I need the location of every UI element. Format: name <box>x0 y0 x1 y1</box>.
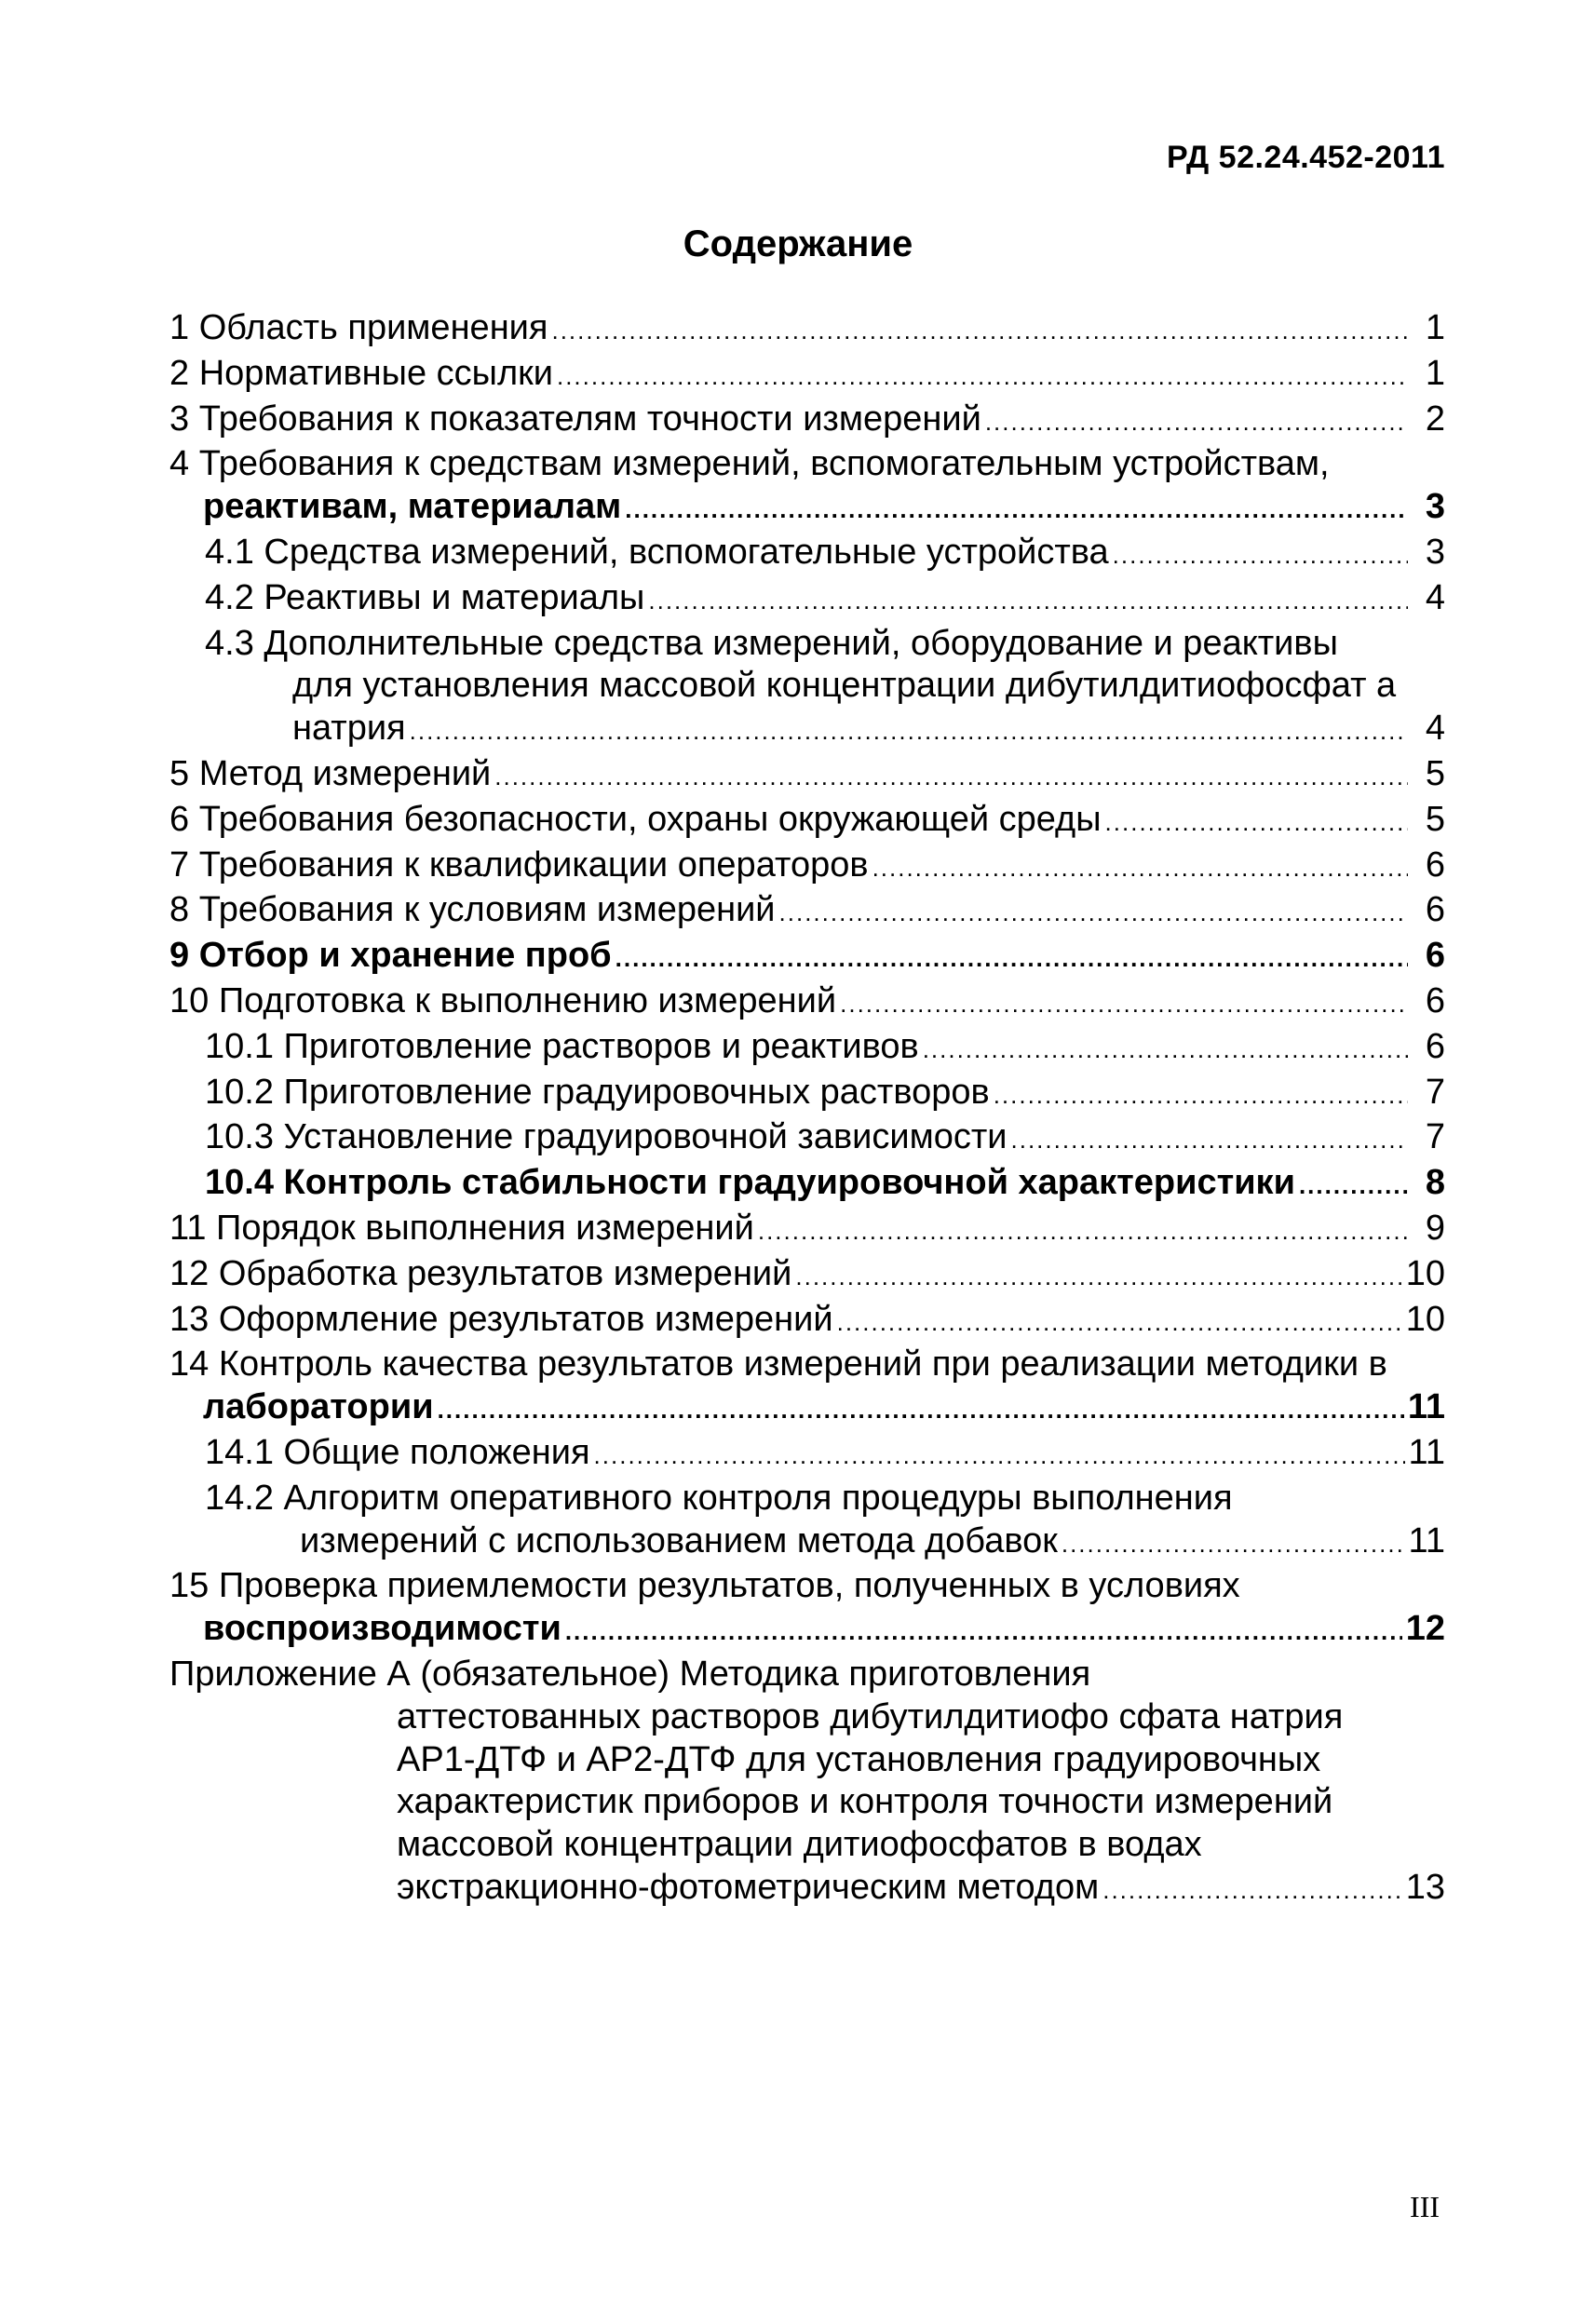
toc-entry-title: 4.1 Средства измерений, вспомогательные устройства <box>205 532 1109 572</box>
dot-leader <box>1113 534 1408 577</box>
toc-entry-page: 8 <box>1425 1163 1445 1203</box>
toc-entry[interactable] <box>169 1072 1445 1117</box>
toc-entry-title: 4 Требования к средствам измерений, вспомогательным устройствам, <box>169 444 1330 484</box>
toc-entry[interactable] <box>169 399 1445 444</box>
toc-entry-title: 7 Требования к квалификации операторов <box>169 844 869 885</box>
toc-entry[interactable] <box>169 1565 1445 1654</box>
toc-entry[interactable] <box>169 1654 1445 1912</box>
toc-entry-title: измерений с использованием метода добавок <box>300 1520 1058 1560</box>
toc-entry[interactable] <box>169 1432 1445 1478</box>
toc-entry-title: 10.2 Приготовление градуировочных растворов <box>205 1072 990 1112</box>
dot-leader <box>594 1435 1405 1478</box>
toc-entry-title: натрия <box>292 709 406 749</box>
toc-entry[interactable] <box>169 889 1445 935</box>
dot-leader <box>1102 1870 1401 1912</box>
toc-title: Содержание <box>683 223 913 264</box>
dot-leader <box>872 847 1408 890</box>
dot-leader <box>551 310 1408 353</box>
toc-entry-page: 1 <box>1425 353 1445 393</box>
dot-leader <box>1062 1523 1405 1566</box>
toc-entry-page: 3 <box>1425 487 1445 527</box>
dot-leader <box>795 1256 1401 1299</box>
toc-entry-page: 6 <box>1425 890 1445 930</box>
toc-entry-page: 5 <box>1425 799 1445 839</box>
dot-leader <box>1299 1165 1408 1208</box>
toc-entry[interactable] <box>169 1299 1445 1344</box>
table-of-contents <box>169 307 1445 1912</box>
toc-entry-title: 10.4 Контроль стабильности градуировочной характеристики <box>205 1163 1295 1203</box>
dot-leader <box>840 983 1408 1026</box>
toc-entry-page: 2 <box>1425 399 1445 439</box>
toc-entry-page: 12 <box>1405 1609 1445 1649</box>
dot-leader <box>565 1611 1402 1654</box>
toc-entry[interactable] <box>169 623 1445 753</box>
dot-leader <box>923 1029 1408 1072</box>
document-code: РД 52.24.452-2011 <box>1166 140 1445 175</box>
toc-entry-page: 7 <box>1425 1117 1445 1157</box>
dot-leader <box>625 489 1408 532</box>
dot-leader <box>985 401 1408 444</box>
toc-entry-title: 10.3 Установление градуировочной зависимости <box>205 1117 1008 1157</box>
dot-leader <box>557 356 1408 399</box>
toc-entry[interactable] <box>169 980 1445 1026</box>
dot-leader <box>494 756 1408 799</box>
dot-leader <box>438 1389 1404 1432</box>
toc-entry-title: АР1-ДТФ и АР2-ДТФ для установления градуировочных <box>397 1739 1321 1779</box>
toc-entry-page: 10 <box>1405 1299 1445 1339</box>
toc-entry[interactable] <box>169 1344 1445 1432</box>
toc-entry[interactable] <box>169 307 1445 353</box>
toc-entry-title: характеристик приборов и контроля точности измерений <box>397 1782 1333 1822</box>
toc-entry-page: 1 <box>1425 308 1445 347</box>
toc-entry[interactable] <box>169 353 1445 399</box>
toc-entry[interactable] <box>169 1026 1445 1072</box>
toc-entry-page: 11 <box>1408 1520 1445 1560</box>
toc-entry-title: 4.2 Реактивы и материалы <box>205 577 645 617</box>
toc-entry-page: 5 <box>1425 753 1445 793</box>
toc-entry-title: массовой концентрации дитиофосфатов в водах <box>397 1825 1202 1865</box>
toc-entry-title: 3 Требования к показателям точности измерений <box>169 399 981 439</box>
toc-entry[interactable] <box>169 799 1445 844</box>
toc-entry[interactable] <box>169 1162 1445 1208</box>
toc-entry-title: реактивам, материалам <box>203 487 622 527</box>
toc-entry[interactable] <box>169 443 1445 532</box>
toc-entry[interactable] <box>169 844 1445 890</box>
toc-entry-title: 5 Метод измерений <box>169 753 492 793</box>
dot-leader <box>615 938 1408 980</box>
toc-entry[interactable] <box>169 1208 1445 1253</box>
page-number: III <box>1410 2190 1440 2223</box>
toc-entry-page: 10 <box>1405 1253 1445 1293</box>
toc-entry-title: 10 Подготовка к выполнению измерений <box>169 980 837 1020</box>
toc-entry-title: 15 Проверка приемлемости результатов, полученных в условиях <box>169 1566 1240 1606</box>
dot-leader <box>410 710 1408 753</box>
toc-entry-title: 1 Область применения <box>169 308 548 347</box>
toc-entry-page: 9 <box>1425 1208 1445 1248</box>
toc-entry-title: 14.1 Общие положения <box>205 1432 590 1472</box>
toc-entry-page: 11 <box>1408 1432 1445 1472</box>
toc-entry-title: экстракционно-фотометрическим методом <box>397 1867 1100 1907</box>
toc-entry[interactable] <box>169 753 1445 799</box>
dot-leader <box>994 1074 1408 1117</box>
toc-entry-title: 13 Оформление результатов измерений <box>169 1299 833 1339</box>
dot-leader <box>758 1210 1408 1253</box>
toc-entry-title: 8 Требования к условиям измерений <box>169 890 776 930</box>
dot-leader <box>1011 1119 1408 1162</box>
toc-entry-title: 12 Обработка результатов измерений <box>169 1253 792 1293</box>
toc-entry-page: 7 <box>1425 1072 1445 1112</box>
toc-entry[interactable] <box>169 1116 1445 1162</box>
toc-entry-title: воспроизводимости <box>203 1609 561 1649</box>
toc-entry-page: 6 <box>1425 936 1445 976</box>
toc-entry-title: лаборатории <box>203 1387 434 1427</box>
toc-entry-title: 14 Контроль качества результатов измерений при реализации методики в <box>169 1344 1387 1385</box>
toc-entry-page: 4 <box>1425 709 1445 749</box>
dot-leader <box>1105 802 1408 844</box>
toc-entry-page: 4 <box>1425 577 1445 617</box>
dot-leader <box>837 1302 1402 1344</box>
toc-entry-title: 11 Порядок выполнения измерений <box>169 1208 754 1248</box>
toc-entry-page: 6 <box>1425 980 1445 1020</box>
toc-entry-page: 3 <box>1425 532 1445 572</box>
toc-entry[interactable] <box>169 1253 1445 1299</box>
toc-entry[interactable] <box>169 577 1445 623</box>
toc-entry-page: 13 <box>1405 1867 1445 1907</box>
dot-leader <box>779 892 1408 935</box>
toc-entry-title: аттестованных растворов дибутилдитиофо сфата натрия <box>397 1696 1344 1736</box>
toc-entry[interactable] <box>169 935 1445 980</box>
toc-entry-page: 11 <box>1407 1387 1445 1427</box>
toc-entry-title: 14.2 Алгоритм оперативного контроля процедуры выполнения <box>205 1478 1233 1518</box>
toc-entry[interactable] <box>169 532 1445 577</box>
toc-entry-title: 6 Требования безопасности, охраны окружающей среды <box>169 799 1102 839</box>
toc-entry[interactable] <box>169 1478 1445 1566</box>
toc-entry-page: 6 <box>1425 1026 1445 1066</box>
toc-entry-title: для установления массовой концентрации дибутилдитиофосфат а <box>292 666 1397 706</box>
toc-entry-title: 9 Отбор и хранение проб <box>169 936 612 976</box>
toc-entry-title: 4.3 Дополнительные средства измерений, оборудование и реактивы <box>205 623 1338 663</box>
toc-entry-title: Приложение А (обязательное) Методика приготовления <box>169 1654 1091 1694</box>
toc-entry-page: 6 <box>1425 844 1445 885</box>
dot-leader <box>648 580 1408 623</box>
toc-entry-title: 2 Нормативные ссылки <box>169 353 553 393</box>
toc-entry-title: 10.1 Приготовление растворов и реактивов <box>205 1026 919 1066</box>
